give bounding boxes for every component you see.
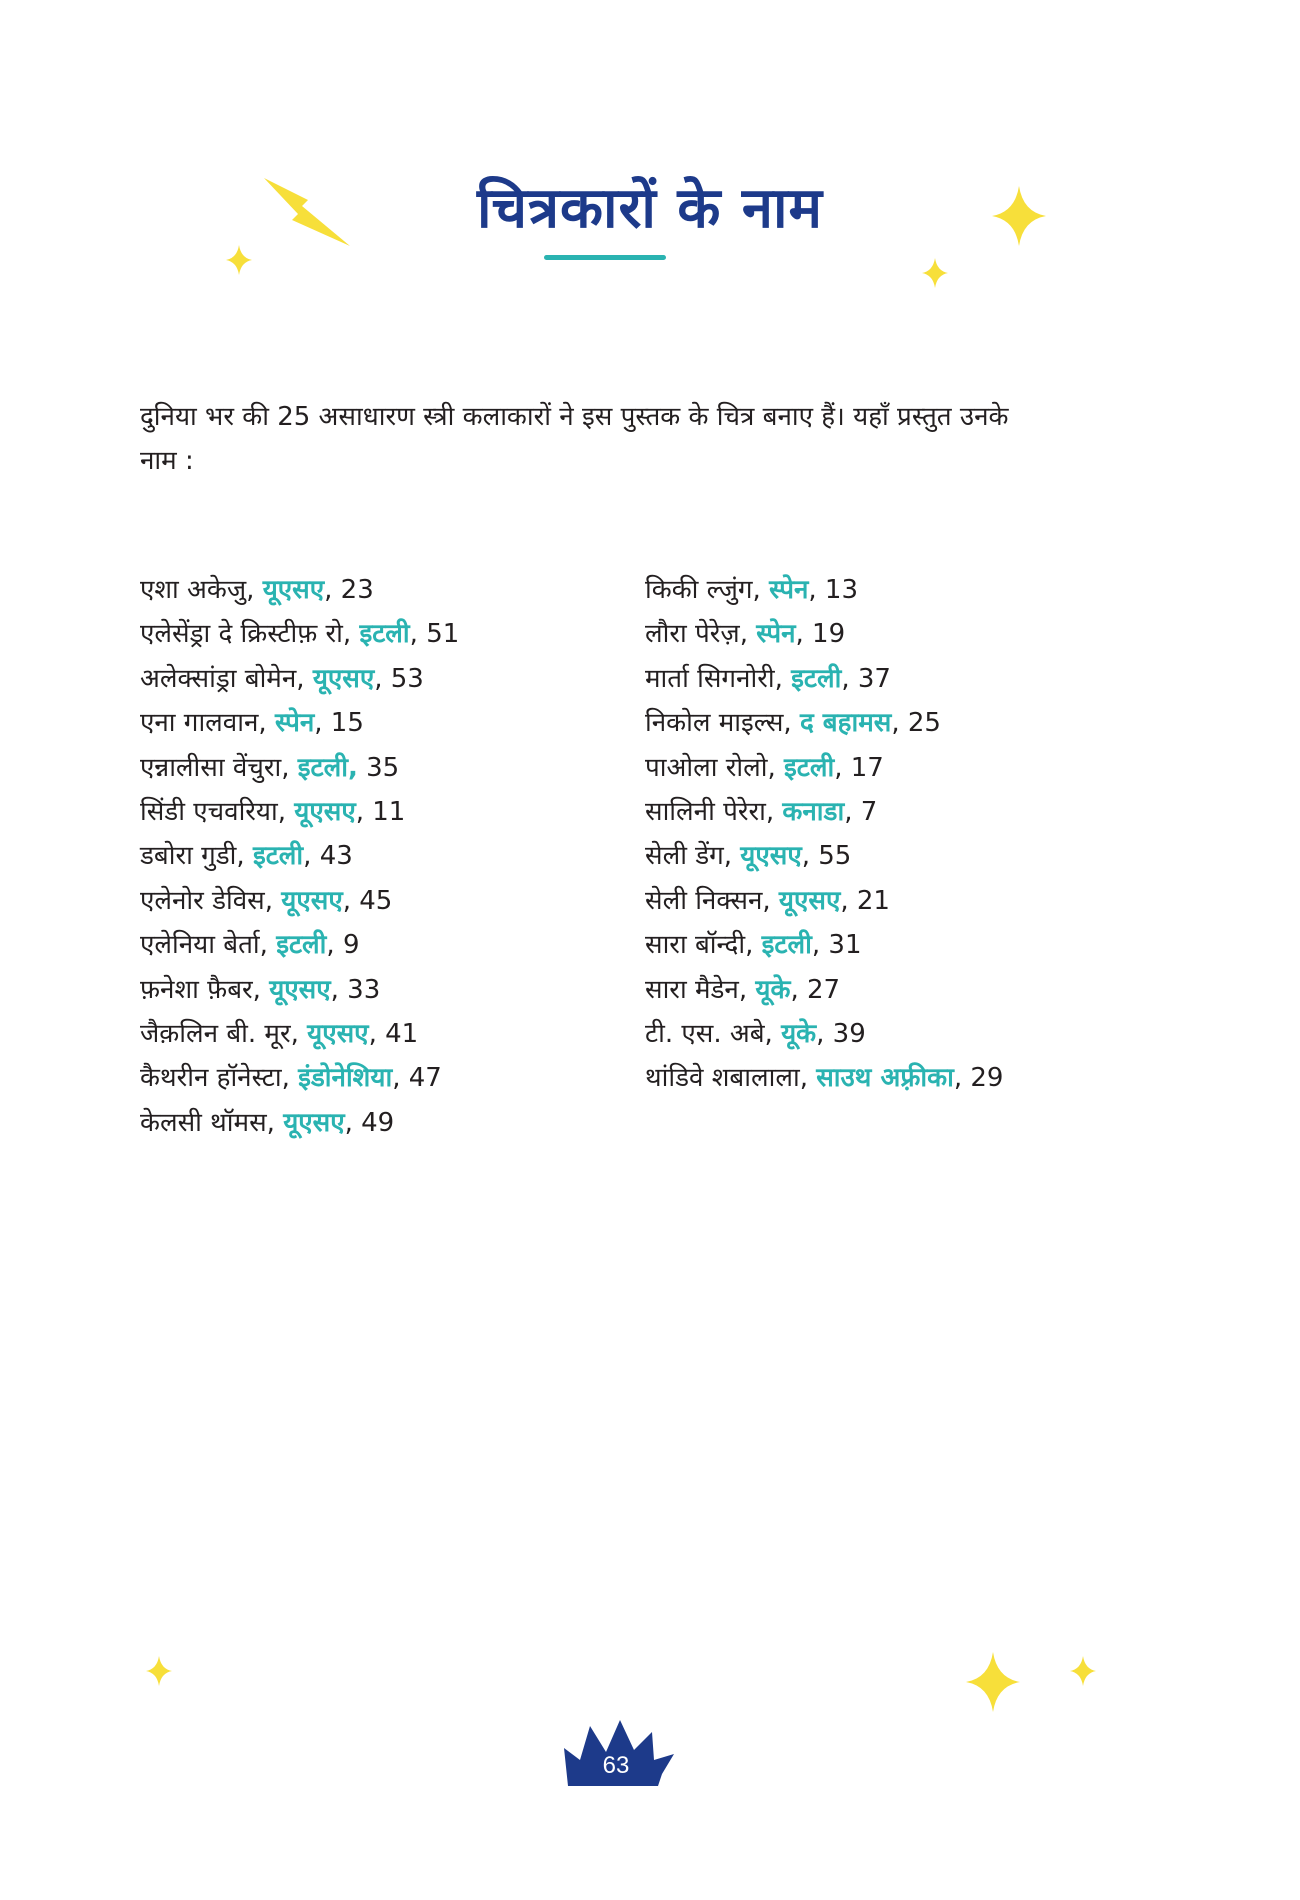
artist-name: एशा अकेजु, bbox=[140, 575, 263, 605]
artist-page-number: , 43 bbox=[303, 841, 353, 872]
artist-country: यूएसए bbox=[283, 1107, 345, 1138]
artist-name: एलेसेंड्रा दे क्रिस्टीफ़ रो, bbox=[140, 619, 360, 650]
artist-country: इटली bbox=[784, 752, 835, 783]
artist-name: फ़नेशा फ़ैबर, bbox=[140, 974, 270, 1005]
artist-page-number: , 9 bbox=[326, 930, 360, 961]
artist-country: यूएसए bbox=[778, 885, 841, 916]
artist-country: यूएसए bbox=[740, 841, 802, 872]
sparkle-star-icon bbox=[146, 1656, 172, 1686]
artist-country: इटली bbox=[359, 619, 410, 650]
artist-name: डबोरा गुडी, bbox=[140, 841, 253, 872]
artist-entry bbox=[645, 790, 1003, 834]
artist-entry bbox=[645, 701, 1003, 745]
artist-name: केलसी थॉमस, bbox=[140, 1107, 284, 1138]
artist-name: सारा मैडेन, bbox=[645, 974, 756, 1005]
artist-country: इटली bbox=[252, 841, 304, 872]
artist-name: कैथरीन हॉनेस्टा, bbox=[140, 1063, 299, 1094]
artist-page-number: , 37 bbox=[841, 663, 891, 694]
sparkle-star-icon bbox=[966, 1652, 1020, 1712]
intro-paragraph bbox=[140, 395, 1150, 483]
artist-list-right bbox=[645, 568, 1003, 1101]
artist-page-number: , 29 bbox=[953, 1063, 1004, 1094]
intro-line: दुनिया भर की 25 असाधारण स्त्री कलाकारों ने इस पुस्तक के चित्र बनाए हैं। यहाँ प्रस्तुत उनके bbox=[140, 402, 1009, 432]
artist-name: जैक़लिन बी. मूर, bbox=[140, 1018, 308, 1049]
artist-entry bbox=[140, 701, 459, 745]
artist-entry bbox=[645, 834, 1003, 878]
artist-entry bbox=[140, 746, 459, 790]
artist-country: कनाडा bbox=[782, 796, 845, 827]
artist-name: सेली डेंग, bbox=[645, 841, 741, 872]
artist-entry bbox=[645, 923, 1003, 967]
artist-country: यूएसए bbox=[269, 974, 331, 1005]
artist-country: स्पेन bbox=[756, 619, 796, 650]
artist-name: सालिनी पेरेरा, bbox=[645, 796, 783, 827]
artist-page-number: , 47 bbox=[392, 1063, 442, 1094]
artist-country: यूके bbox=[781, 1018, 817, 1049]
artist-page-number: , 11 bbox=[355, 796, 406, 827]
artist-entry bbox=[140, 1101, 459, 1145]
artist-page-number: , 31 bbox=[811, 930, 862, 961]
artist-name: एन्नालीसा वेंचुरा, bbox=[140, 752, 298, 783]
artist-name: सारा बॉन्दी, bbox=[645, 930, 762, 961]
artist-page-number: , 51 bbox=[409, 619, 460, 650]
artist-country: यूएसए bbox=[307, 1018, 369, 1049]
artist-page-number: , 17 bbox=[834, 752, 884, 783]
artist-country: इंडोनेशिया bbox=[298, 1063, 393, 1094]
artist-page-number: , 27 bbox=[790, 974, 841, 1005]
page-title: चित्रकारों के नाम bbox=[477, 176, 823, 241]
artist-country: स्पेन bbox=[769, 575, 809, 605]
artist-name: पाओला रोलो, bbox=[645, 752, 784, 783]
artist-country: साउथ अफ़्रीका bbox=[816, 1063, 954, 1094]
artist-name: एलेनोर डेविस, bbox=[140, 885, 282, 916]
artist-entry bbox=[140, 834, 459, 878]
artist-name: एलेनिया बेर्ता, bbox=[140, 930, 277, 961]
artist-name: लौरा पेरेज़, bbox=[645, 619, 757, 650]
page-number: 63 bbox=[602, 1752, 630, 1779]
artist-name: थांडिवे शबालाला, bbox=[645, 1063, 817, 1094]
artist-page-number: , 15 bbox=[314, 708, 364, 739]
artist-entry bbox=[645, 1056, 1003, 1100]
intro-line: नाम : bbox=[140, 446, 194, 476]
artist-entry bbox=[645, 746, 1003, 790]
artist-page-number: 35 bbox=[357, 752, 400, 783]
artist-page-number: , 25 bbox=[891, 708, 941, 739]
artist-country: इटली, bbox=[297, 752, 358, 783]
artist-name: सिंडी एचवरिया, bbox=[140, 796, 295, 827]
sparkle-star-icon bbox=[226, 245, 252, 275]
artist-page-number: , 21 bbox=[840, 885, 890, 916]
artist-name: एना गालवान, bbox=[140, 708, 275, 739]
artist-country: स्पेन bbox=[274, 708, 315, 739]
artist-country: यूएसए bbox=[281, 885, 343, 916]
artist-page-number: , 23 bbox=[324, 575, 374, 605]
artist-page-number: , 41 bbox=[368, 1018, 419, 1049]
artist-page-number: , 39 bbox=[816, 1018, 866, 1049]
artist-page-number: , 45 bbox=[342, 885, 393, 916]
artist-name: सेली निक्सन, bbox=[645, 885, 779, 916]
artist-name: मार्ता सिगनोरी, bbox=[645, 663, 792, 694]
artist-page-number: , 7 bbox=[844, 796, 878, 827]
artist-entry bbox=[140, 968, 459, 1012]
artist-page-number: , 19 bbox=[795, 619, 846, 650]
artist-page-number: , 33 bbox=[330, 974, 381, 1005]
sparkle-star-icon bbox=[1070, 1656, 1096, 1686]
artist-country: यूके bbox=[755, 974, 791, 1005]
artist-entry bbox=[645, 568, 1003, 612]
artist-page-number: , 53 bbox=[374, 663, 424, 694]
artist-name: अलेक्सांड्रा बोमेन, bbox=[140, 663, 313, 694]
artist-country: द बहामस bbox=[799, 708, 892, 739]
artist-entry bbox=[140, 568, 459, 612]
artist-name: निकोल माइल्स, bbox=[645, 708, 800, 739]
artist-country: यूएसए bbox=[262, 575, 325, 605]
artist-entry bbox=[140, 1056, 459, 1100]
artist-page-number: , 13 bbox=[808, 575, 859, 605]
artist-entry bbox=[140, 790, 459, 834]
artist-entry bbox=[645, 657, 1003, 701]
title-underline bbox=[544, 255, 666, 260]
artist-country: यूएसए bbox=[312, 663, 375, 694]
artist-entry bbox=[645, 1012, 1003, 1056]
artist-page-number: , 49 bbox=[344, 1107, 395, 1138]
artist-entry bbox=[645, 612, 1003, 656]
artist-name: टी. एस. अबे, bbox=[645, 1018, 782, 1049]
artist-page-number: , 55 bbox=[801, 841, 852, 872]
artist-entry bbox=[140, 657, 459, 701]
artist-entry bbox=[645, 968, 1003, 1012]
artist-country: इटली bbox=[276, 930, 327, 961]
artist-name: किकी ल्जुंग, bbox=[645, 575, 770, 605]
artist-entry bbox=[140, 879, 459, 923]
artist-country: यूएसए bbox=[294, 796, 356, 827]
artist-entry bbox=[140, 1012, 459, 1056]
artist-entry bbox=[645, 879, 1003, 923]
artist-entry bbox=[140, 612, 459, 656]
artist-country: इटली bbox=[791, 663, 842, 694]
artist-entry bbox=[140, 923, 459, 967]
artist-list-left bbox=[140, 568, 459, 1145]
sparkle-star-icon bbox=[922, 258, 948, 288]
artist-country: इटली bbox=[761, 930, 812, 961]
